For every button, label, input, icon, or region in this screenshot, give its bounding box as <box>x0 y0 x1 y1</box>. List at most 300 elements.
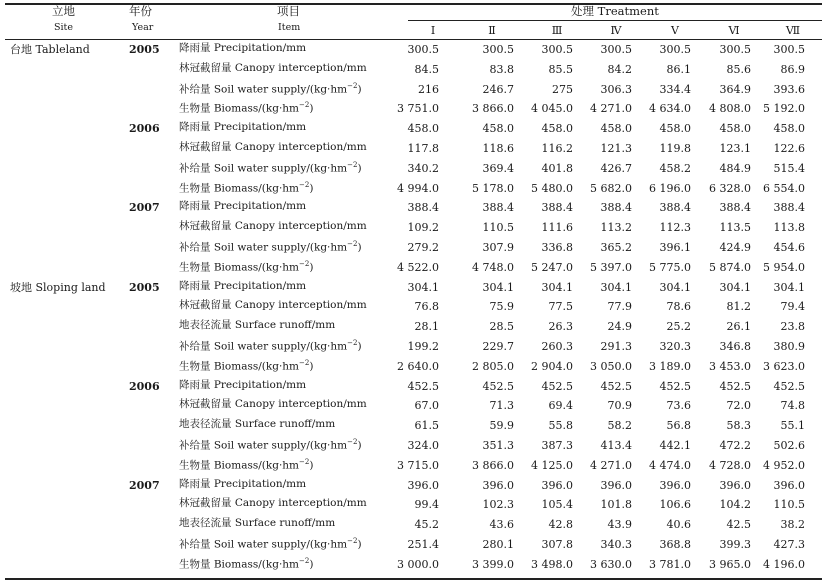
value-cell: 216 <box>418 83 439 96</box>
value-cell: 77.9 <box>607 300 632 313</box>
value-cell: 393.6 <box>773 83 805 96</box>
header-rule <box>5 39 822 40</box>
value-cell: 75.9 <box>489 300 514 313</box>
value-cell: 340.2 <box>407 162 439 175</box>
value-cell: 101.8 <box>600 498 632 511</box>
value-cell: 458.0 <box>773 122 805 135</box>
value-cell: 43.6 <box>489 518 514 531</box>
item-label-zh: 地表径流量 <box>179 418 232 430</box>
item-label-en: Canopy interception/mm <box>234 299 367 311</box>
item-label-zh: 林冠截留量 <box>179 299 232 311</box>
unit-exponent: −2 <box>299 260 310 268</box>
value-cell: 4 994.0 <box>397 182 439 195</box>
value-cell: 275 <box>552 83 573 96</box>
value-cell: 458.0 <box>600 122 632 135</box>
item-cell <box>179 439 362 451</box>
unit-close: ) <box>357 439 362 452</box>
unit-exponent: −2 <box>347 339 358 347</box>
value-cell: 28.1 <box>414 320 439 333</box>
value-cell: 365.2 <box>600 241 632 254</box>
value-cell: 4 196.0 <box>763 558 805 571</box>
value-cell: 5 775.0 <box>649 261 691 274</box>
value-cell: 5 874.0 <box>709 261 751 274</box>
value-cell: 396.0 <box>482 479 514 492</box>
year-cell: 2006 <box>129 380 160 393</box>
value-cell: 3 965.0 <box>709 558 751 571</box>
value-cell: 458.0 <box>482 122 514 135</box>
item-cell <box>179 281 306 292</box>
value-cell: 4 748.0 <box>472 261 514 274</box>
unit-close: ) <box>309 360 314 373</box>
value-cell: 396.0 <box>659 479 691 492</box>
value-cell: 38.2 <box>780 518 805 531</box>
year-header-en: Year <box>132 22 154 33</box>
item-label-en: Precipitation/mm <box>213 200 307 212</box>
value-cell: 452.5 <box>600 380 632 393</box>
unit-exponent: −2 <box>347 438 358 446</box>
unit-close: ) <box>309 558 314 571</box>
value-cell: 74.8 <box>780 399 805 412</box>
value-cell: 304.1 <box>482 281 514 294</box>
unit-close: ) <box>357 340 362 353</box>
value-cell: 117.8 <box>407 142 439 155</box>
value-cell: 3 189.0 <box>649 360 691 373</box>
value-cell: 396.0 <box>719 479 751 492</box>
value-cell: 79.4 <box>780 300 805 313</box>
value-cell: 388.4 <box>773 201 805 214</box>
item-header-en: Item <box>278 22 301 33</box>
unit-exponent: −2 <box>347 161 358 169</box>
item-label-zh: 生物量 <box>179 360 211 373</box>
value-cell: 458.0 <box>719 122 751 135</box>
item-cell <box>179 360 313 372</box>
item-label-zh: 生物量 <box>179 102 211 115</box>
item-cell <box>179 558 313 570</box>
value-cell: 28.5 <box>489 320 514 333</box>
value-cell: 5 480.0 <box>531 182 573 195</box>
value-cell: 67.0 <box>414 399 439 412</box>
value-cell: 380.9 <box>773 340 805 353</box>
value-cell: 246.7 <box>482 83 514 96</box>
value-cell: 3 000.0 <box>397 558 439 571</box>
unit-close: ) <box>309 459 314 472</box>
value-cell: 502.6 <box>773 439 805 452</box>
item-label-zh: 林冠截留量 <box>179 62 232 74</box>
value-cell: 304.1 <box>541 281 573 294</box>
item-cell <box>179 142 367 153</box>
value-cell: 3 399.0 <box>472 558 514 571</box>
value-cell: 118.6 <box>482 142 514 155</box>
value-cell: 24.9 <box>607 320 632 333</box>
value-cell: 106.6 <box>659 498 691 511</box>
item-label-en: Biomass/(kg·hm <box>213 360 300 373</box>
item-label-zh: 补给量 <box>179 83 211 96</box>
value-cell: 70.9 <box>607 399 632 412</box>
value-cell: 388.4 <box>541 201 573 214</box>
value-cell: 5 397.0 <box>590 261 632 274</box>
value-cell: 86.1 <box>666 63 691 76</box>
value-cell: 6 196.0 <box>649 182 691 195</box>
value-cell: 4 271.0 <box>590 102 632 115</box>
item-label-zh: 补给量 <box>179 162 211 175</box>
item-label-en: Precipitation/mm <box>213 379 307 391</box>
unit-close: ) <box>309 182 314 195</box>
item-label-zh: 补给量 <box>179 340 211 353</box>
item-cell <box>179 320 335 331</box>
unit-close: ) <box>309 102 314 115</box>
value-cell: 55.1 <box>780 419 805 432</box>
year-cell: 2005 <box>129 43 160 56</box>
item-label-en: Precipitation/mm <box>213 121 307 133</box>
item-cell <box>179 221 367 232</box>
item-label-en: Surface runoff/mm <box>234 517 336 529</box>
year-cell: 2007 <box>129 201 160 214</box>
value-cell: 452.5 <box>482 380 514 393</box>
treatment-column-5: Ⅴ <box>671 24 679 37</box>
value-cell: 102.3 <box>482 498 514 511</box>
value-cell: 81.2 <box>726 300 751 313</box>
item-label-en: Biomass/(kg·hm <box>213 459 300 472</box>
item-label-en: Canopy interception/mm <box>234 62 367 74</box>
value-cell: 73.6 <box>666 399 691 412</box>
value-cell: 42.8 <box>548 518 573 531</box>
value-cell: 5 954.0 <box>763 261 805 274</box>
value-cell: 110.5 <box>773 498 805 511</box>
value-cell: 4 474.0 <box>649 459 691 472</box>
item-cell <box>179 479 306 490</box>
site-header-zh: 立地 <box>52 4 75 18</box>
value-cell: 2 640.0 <box>397 360 439 373</box>
value-cell: 86.9 <box>780 63 805 76</box>
value-cell: 45.2 <box>414 518 439 531</box>
value-cell: 452.5 <box>407 380 439 393</box>
item-cell <box>179 399 367 410</box>
item-label-en: Canopy interception/mm <box>234 141 367 153</box>
value-cell: 334.4 <box>659 83 691 96</box>
value-cell: 324.0 <box>407 439 439 452</box>
item-cell <box>179 380 306 391</box>
value-cell: 59.9 <box>489 419 514 432</box>
value-cell: 113.2 <box>600 221 632 234</box>
item-cell <box>179 102 313 114</box>
value-cell: 2 904.0 <box>531 360 573 373</box>
value-cell: 452.5 <box>541 380 573 393</box>
value-cell: 25.2 <box>666 320 691 333</box>
item-label-zh: 降雨量 <box>179 478 211 490</box>
value-cell: 454.6 <box>773 241 805 254</box>
item-label-en: Biomass/(kg·hm <box>213 558 300 571</box>
item-label-zh: 生物量 <box>179 261 211 274</box>
value-cell: 58.3 <box>726 419 751 432</box>
value-cell: 4 952.0 <box>763 459 805 472</box>
item-label-en: Canopy interception/mm <box>234 220 367 232</box>
item-label-en: Canopy interception/mm <box>234 497 367 509</box>
item-label-zh: 地表径流量 <box>179 319 232 331</box>
treatment-subrule <box>408 20 822 21</box>
item-cell <box>179 83 362 95</box>
value-cell: 71.3 <box>489 399 514 412</box>
value-cell: 364.9 <box>719 83 751 96</box>
value-cell: 340.3 <box>600 538 632 551</box>
value-cell: 300.5 <box>600 43 632 56</box>
item-label-zh: 林冠截留量 <box>179 220 232 232</box>
unit-close: ) <box>357 83 362 96</box>
value-cell: 368.8 <box>659 538 691 551</box>
value-cell: 2 805.0 <box>472 360 514 373</box>
value-cell: 3 715.0 <box>397 459 439 472</box>
value-cell: 300.5 <box>659 43 691 56</box>
year-cell: 2005 <box>129 281 160 294</box>
value-cell: 112.3 <box>659 221 691 234</box>
value-cell: 396.0 <box>773 479 805 492</box>
value-cell: 123.1 <box>719 142 751 155</box>
unit-close: ) <box>309 261 314 274</box>
treatment-column-7: Ⅶ <box>785 24 801 37</box>
item-label-en: Soil water supply/(kg·hm <box>213 439 348 452</box>
item-label-en: Soil water supply/(kg·hm <box>213 241 348 254</box>
item-cell <box>179 538 362 550</box>
value-cell: 396.0 <box>407 479 439 492</box>
value-cell: 6 328.0 <box>709 182 751 195</box>
value-cell: 229.7 <box>482 340 514 353</box>
value-cell: 111.6 <box>541 221 573 234</box>
value-cell: 300.5 <box>541 43 573 56</box>
value-cell: 452.5 <box>773 380 805 393</box>
treatment-column-2: Ⅱ <box>488 24 496 37</box>
year-header-zh: 年份 <box>129 4 152 18</box>
value-cell: 4 125.0 <box>531 459 573 472</box>
value-cell: 3 866.0 <box>472 459 514 472</box>
value-cell: 351.3 <box>482 439 514 452</box>
value-cell: 69.4 <box>548 399 573 412</box>
item-label-en: Precipitation/mm <box>213 478 307 490</box>
item-cell <box>179 241 362 253</box>
item-label-zh: 林冠截留量 <box>179 497 232 509</box>
value-cell: 104.2 <box>719 498 751 511</box>
value-cell: 4 728.0 <box>709 459 751 472</box>
value-cell: 84.5 <box>414 63 439 76</box>
value-cell: 320.3 <box>659 340 691 353</box>
value-cell: 85.6 <box>726 63 751 76</box>
value-cell: 300.5 <box>482 43 514 56</box>
value-cell: 458.0 <box>407 122 439 135</box>
value-cell: 40.6 <box>666 518 691 531</box>
value-cell: 388.4 <box>719 201 751 214</box>
value-cell: 458.2 <box>659 162 691 175</box>
value-cell: 300.5 <box>773 43 805 56</box>
item-label-zh: 降雨量 <box>179 379 211 391</box>
unit-close: ) <box>357 162 362 175</box>
year-cell: 2006 <box>129 122 160 135</box>
item-label-en: Biomass/(kg·hm <box>213 102 300 115</box>
unit-close: ) <box>357 241 362 254</box>
value-cell: 199.2 <box>407 340 439 353</box>
value-cell: 61.5 <box>414 419 439 432</box>
item-label-en: Precipitation/mm <box>213 42 307 54</box>
site-cell: 台地 Tableland <box>10 43 90 56</box>
item-label-zh: 地表径流量 <box>179 517 232 529</box>
item-label-zh: 生物量 <box>179 558 211 571</box>
value-cell: 304.1 <box>600 281 632 294</box>
value-cell: 3 050.0 <box>590 360 632 373</box>
treatment-column-6: Ⅵ <box>728 24 740 37</box>
item-cell <box>179 300 367 311</box>
year-cell: 2007 <box>129 479 160 492</box>
value-cell: 3 623.0 <box>763 360 805 373</box>
value-cell: 304.1 <box>719 281 751 294</box>
value-cell: 387.3 <box>541 439 573 452</box>
value-cell: 3 751.0 <box>397 102 439 115</box>
item-label-en: Soil water supply/(kg·hm <box>213 162 348 175</box>
item-label-en: Soil water supply/(kg·hm <box>213 340 348 353</box>
value-cell: 458.0 <box>659 122 691 135</box>
value-cell: 336.8 <box>541 241 573 254</box>
unit-close: ) <box>357 538 362 551</box>
value-cell: 72.0 <box>726 399 751 412</box>
value-cell: 484.9 <box>719 162 751 175</box>
unit-exponent: −2 <box>347 82 358 90</box>
unit-exponent: −2 <box>347 240 358 248</box>
value-cell: 3 498.0 <box>531 558 573 571</box>
unit-exponent: −2 <box>299 458 310 466</box>
value-cell: 4 634.0 <box>649 102 691 115</box>
value-cell: 413.4 <box>600 439 632 452</box>
value-cell: 427.3 <box>773 538 805 551</box>
item-label-zh: 降雨量 <box>179 280 211 292</box>
item-cell <box>179 261 313 273</box>
value-cell: 388.4 <box>407 201 439 214</box>
value-cell: 85.5 <box>548 63 573 76</box>
unit-exponent: −2 <box>299 359 310 367</box>
value-cell: 5 247.0 <box>531 261 573 274</box>
item-label-en: Precipitation/mm <box>213 280 307 292</box>
value-cell: 304.1 <box>659 281 691 294</box>
item-label-zh: 生物量 <box>179 459 211 472</box>
value-cell: 291.3 <box>600 340 632 353</box>
value-cell: 401.8 <box>541 162 573 175</box>
item-label-zh: 生物量 <box>179 182 211 195</box>
value-cell: 56.8 <box>666 419 691 432</box>
unit-exponent: −2 <box>299 101 310 109</box>
value-cell: 300.5 <box>719 43 751 56</box>
value-cell: 515.4 <box>773 162 805 175</box>
value-cell: 388.4 <box>482 201 514 214</box>
value-cell: 442.1 <box>659 439 691 452</box>
item-label-zh: 林冠截留量 <box>179 141 232 153</box>
item-cell <box>179 459 313 471</box>
item-cell <box>179 340 362 352</box>
value-cell: 4 808.0 <box>709 102 751 115</box>
item-label-zh: 补给量 <box>179 538 211 551</box>
value-cell: 105.4 <box>541 498 573 511</box>
value-cell: 388.4 <box>600 201 632 214</box>
value-cell: 6 554.0 <box>763 182 805 195</box>
value-cell: 116.2 <box>541 142 573 155</box>
unit-exponent: −2 <box>299 181 310 189</box>
value-cell: 307.9 <box>482 241 514 254</box>
value-cell: 23.8 <box>780 320 805 333</box>
item-label-zh: 补给量 <box>179 439 211 452</box>
item-cell <box>179 43 306 54</box>
value-cell: 76.8 <box>414 300 439 313</box>
bottom-rule <box>5 578 822 580</box>
value-cell: 42.5 <box>726 518 751 531</box>
item-label-en: Biomass/(kg·hm <box>213 182 300 195</box>
value-cell: 396.0 <box>541 479 573 492</box>
value-cell: 280.1 <box>482 538 514 551</box>
treatment-column-4: Ⅳ <box>610 24 622 37</box>
treatment-header: 处理 Treatment <box>571 4 659 18</box>
value-cell: 452.5 <box>659 380 691 393</box>
value-cell: 84.2 <box>607 63 632 76</box>
value-cell: 4 271.0 <box>590 459 632 472</box>
value-cell: 113.8 <box>773 221 805 234</box>
item-label-zh: 降雨量 <box>179 200 211 212</box>
item-label-en: Soil water supply/(kg·hm <box>213 83 348 96</box>
value-cell: 300.5 <box>407 43 439 56</box>
item-cell <box>179 122 306 133</box>
value-cell: 424.9 <box>719 241 751 254</box>
value-cell: 399.3 <box>719 538 751 551</box>
item-cell <box>179 518 335 529</box>
value-cell: 26.3 <box>548 320 573 333</box>
item-label-en: Canopy interception/mm <box>234 398 367 410</box>
value-cell: 3 866.0 <box>472 102 514 115</box>
item-label-zh: 林冠截留量 <box>179 398 232 410</box>
value-cell: 458.0 <box>541 122 573 135</box>
top-rule <box>5 3 822 5</box>
value-cell: 306.3 <box>600 83 632 96</box>
value-cell: 5 178.0 <box>472 182 514 195</box>
treatment-column-3: Ⅲ <box>551 24 563 37</box>
value-cell: 26.1 <box>726 320 751 333</box>
unit-exponent: −2 <box>299 557 310 565</box>
value-cell: 279.2 <box>407 241 439 254</box>
value-cell: 55.8 <box>548 419 573 432</box>
value-cell: 396.1 <box>659 241 691 254</box>
item-cell <box>179 419 335 430</box>
value-cell: 5 682.0 <box>590 182 632 195</box>
value-cell: 369.4 <box>482 162 514 175</box>
value-cell: 121.3 <box>600 142 632 155</box>
item-cell <box>179 201 306 212</box>
value-cell: 58.2 <box>607 419 632 432</box>
site-header-en: Site <box>54 22 73 33</box>
treatment-column-1: Ⅰ <box>430 24 436 37</box>
item-label-en: Surface runoff/mm <box>234 418 336 430</box>
item-label-en: Biomass/(kg·hm <box>213 261 300 274</box>
value-cell: 113.5 <box>719 221 751 234</box>
site-cell: 坡地 Sloping land <box>10 281 106 294</box>
item-label-en: Surface runoff/mm <box>234 319 336 331</box>
value-cell: 77.5 <box>548 300 573 313</box>
value-cell: 304.1 <box>407 281 439 294</box>
value-cell: 109.2 <box>407 221 439 234</box>
value-cell: 452.5 <box>719 380 751 393</box>
value-cell: 4 045.0 <box>531 102 573 115</box>
value-cell: 388.4 <box>659 201 691 214</box>
value-cell: 251.4 <box>407 538 439 551</box>
unit-exponent: −2 <box>347 537 358 545</box>
value-cell: 3 781.0 <box>649 558 691 571</box>
item-label-zh: 降雨量 <box>179 42 211 54</box>
value-cell: 119.8 <box>659 142 691 155</box>
item-cell <box>179 498 367 509</box>
value-cell: 260.3 <box>541 340 573 353</box>
value-cell: 426.7 <box>600 162 632 175</box>
value-cell: 396.0 <box>600 479 632 492</box>
value-cell: 4 522.0 <box>397 261 439 274</box>
